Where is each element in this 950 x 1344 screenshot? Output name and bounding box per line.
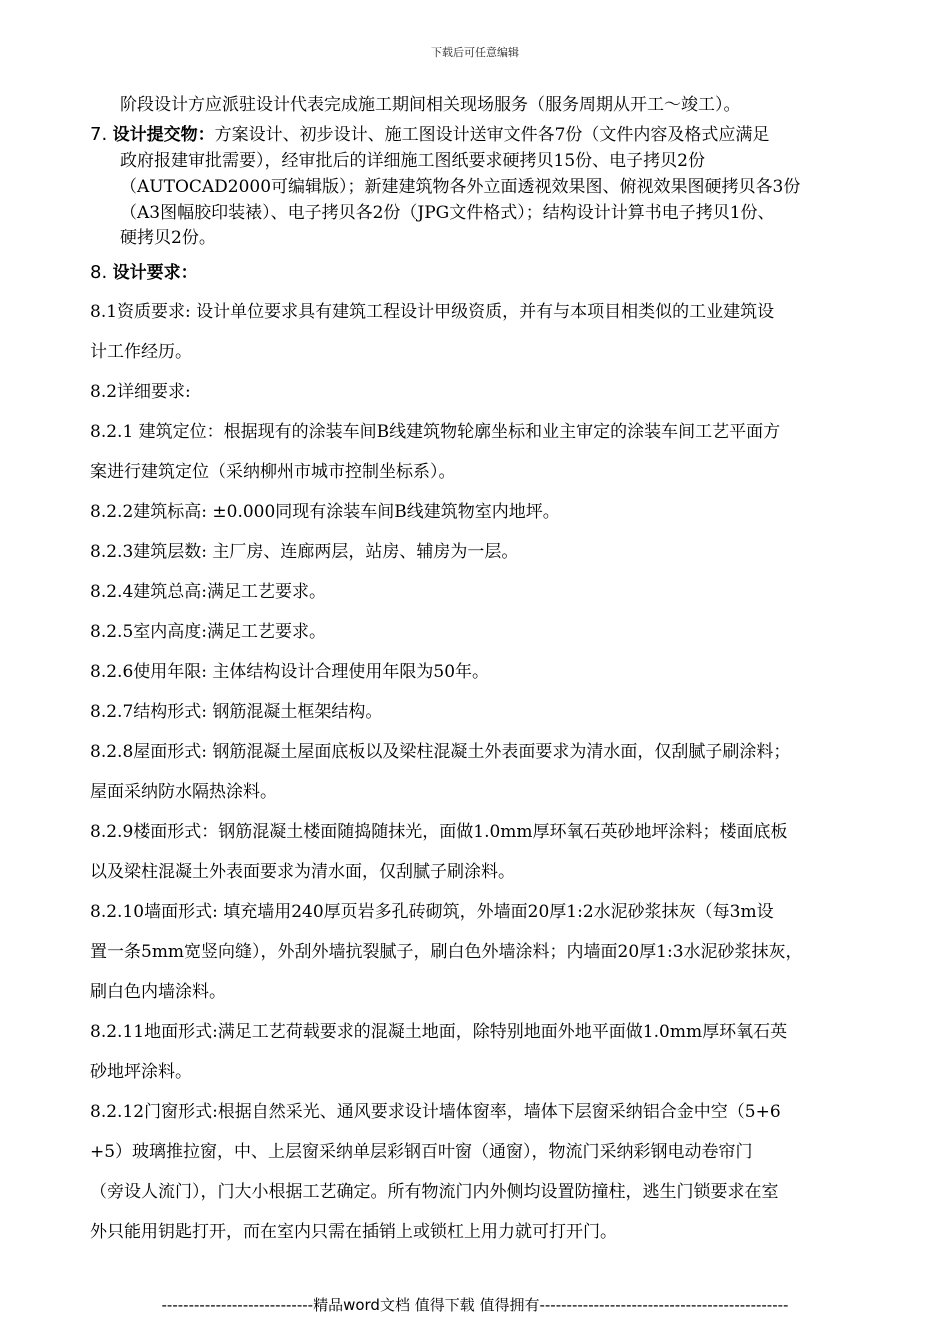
paragraph-line: 砂地坪涂料。	[90, 1062, 192, 1082]
paragraph-line: 8.2.7结构形式: 钢筋混凝土框架结构。	[90, 702, 383, 722]
paragraph-line: 8.2.12门窗形式:根据自然采光、通风要求设计墙体窗率，墙体下层窗采纳铝合金中空（5+6	[90, 1102, 781, 1122]
paragraph-line: 计工作经历。	[90, 342, 192, 362]
paragraph-line: +5）玻璃推拉窗，中、上层窗采纳单层彩钢百叶窗（通窗），物流门采纳彩钢电动卷帘门	[90, 1142, 753, 1162]
paragraph-line: （AUTOCAD2000可编辑版）；新建建筑物各外立面透视效果图、俯视效果图硬拷贝各3份	[120, 177, 801, 197]
paragraph-line: 政府报建审批需要），经审批后的详细施工图纸要求硬拷贝15份、电子拷贝2份	[120, 151, 705, 171]
item-7-line	[90, 124, 769, 146]
paragraph-line: 8.2.8屋面形式: 钢筋混凝土屋面底板以及梁柱混凝土外表面要求为清水面，仅刮腻子刷涂料；	[90, 742, 791, 762]
paragraph-line: 8.1资质要求: 设计单位要求具有建筑工程设计甲级资质，并有与本项目相类似的工业建筑设	[90, 302, 775, 322]
item-8-number: 8.	[90, 262, 108, 283]
paragraph-line: 8.2.5室内高度:满足工艺要求。	[90, 622, 326, 642]
item-7-text: 方案设计、初步设计、施工图设计送审文件各7份（文件内容及格式应满足	[214, 125, 770, 145]
paragraph-line: 以及梁柱混凝土外表面要求为清水面，仅刮腻子刷涂料。	[90, 862, 515, 882]
paragraph-line: 屋面采纳防水隔热涂料。	[90, 782, 277, 802]
paragraph-line: 8.2详细要求:	[90, 382, 191, 402]
page-header: 下载后可任意编辑	[431, 46, 519, 59]
paragraph-line: 8.2.11地面形式:满足工艺荷载要求的混凝土地面，除特别地面外地平面做1.0mm厚环氧石英	[90, 1022, 788, 1042]
paragraph-line: 8.2.2建筑标高: ±0.000同现有涂装车间B线建筑物室内地坪。	[90, 502, 560, 522]
paragraph-line: 置一条5mm宽竖向缝），外刮外墙抗裂腻子，刷白色外墙涂料；内墙面20厚1:3水泥砂浆抹灰，	[90, 942, 803, 962]
paragraph-line: 8.2.9楼面形式：钢筋混凝土楼面随捣随抹光，面做1.0mm厚环氧石英砂地坪涂料；楼面底板	[90, 822, 788, 842]
paragraph-line: 8.2.3建筑层数: 主厂房、连廊两层，站房、辅房为一层。	[90, 542, 519, 562]
paragraph-line: （A3图幅胶印装裱）、电子拷贝各2份（JPG文件格式）；结构设计计算书电子拷贝1份、	[120, 203, 775, 223]
item-8-line	[90, 262, 198, 284]
page-footer: ----------------------------精品word文档 值得下载 值得拥有----------------------------------------------	[161, 1296, 789, 1314]
paragraph-line: 8.2.4建筑总高:满足工艺要求。	[90, 582, 326, 602]
paragraph-line: 8.2.1 建筑定位：根据现有的涂装车间B线建筑物轮廓坐标和业主审定的涂装车间工艺平面方	[90, 422, 781, 442]
item-8-label: 设计要求：	[112, 263, 198, 283]
paragraph-line: （旁设人流门），门大小根据工艺确定。所有物流门内外侧均设置防撞柱，逃生门锁要求在室	[90, 1182, 779, 1202]
paragraph-line: 阶段设计方应派驻设计代表完成施工期间相关现场服务（服务周期从开工～竣工）。	[120, 95, 741, 115]
paragraph-line: 硬拷贝2份。	[120, 228, 216, 248]
paragraph-line: 外只能用钥匙打开，而在室内只需在插销上或锁杠上用力就可打开门。	[90, 1222, 617, 1242]
item-7-label: 设计提交物：	[112, 125, 215, 145]
item-7-number: 7.	[90, 124, 108, 145]
paragraph-line: 刷白色内墙涂料。	[90, 982, 226, 1002]
paragraph-line: 8.2.10墙面形式: 填充墙用240厚页岩多孔砖砌筑，外墙面20厚1:2水泥砂浆抹灰（每3m设	[90, 902, 774, 922]
paragraph-line: 案进行建筑定位（采纳柳州市城市控制坐标系）。	[90, 462, 456, 482]
paragraph-line: 8.2.6使用年限: 主体结构设计合理使用年限为50年。	[90, 662, 490, 682]
